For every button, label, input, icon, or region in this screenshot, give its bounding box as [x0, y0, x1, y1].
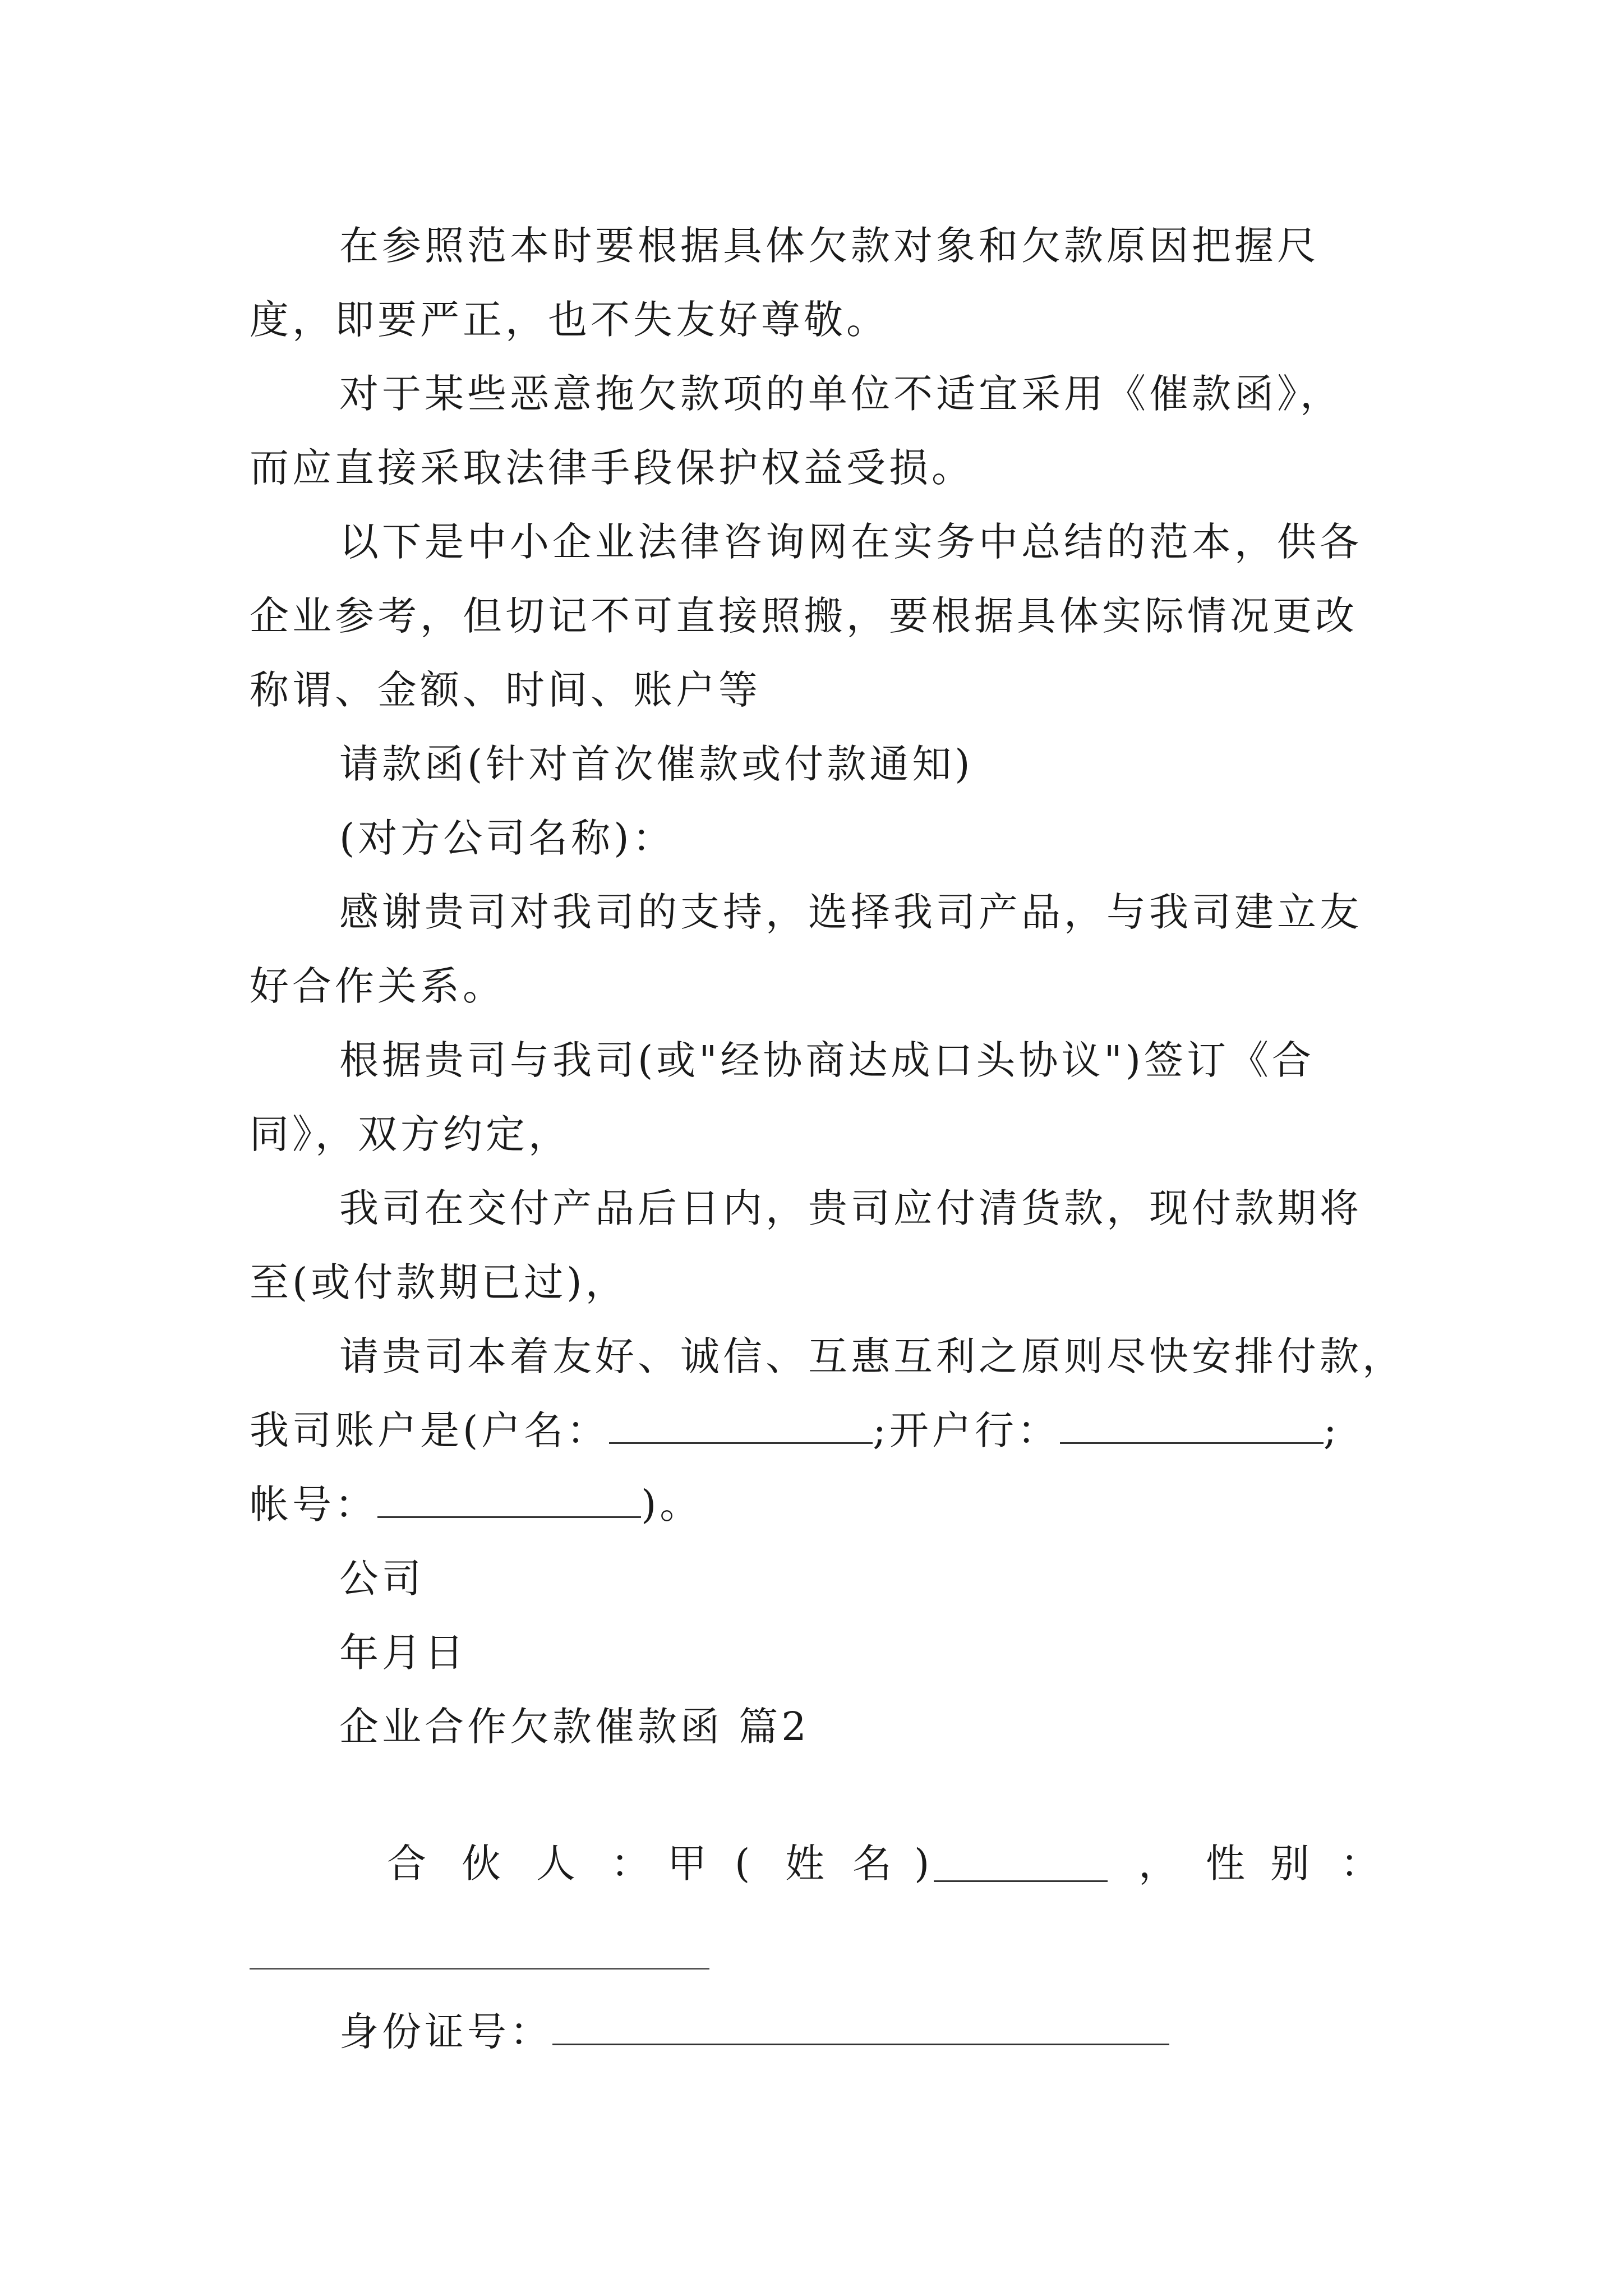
paragraph-line: 好合作关系。	[250, 963, 505, 1009]
paragraph-line: 称谓、金额、时间、账户等	[250, 667, 761, 713]
paragraph-line: 对于某些恶意拖欠款项的单位不适宜采用《催款函》，	[339, 371, 1343, 417]
bank-label: ;开户行：	[873, 1407, 1060, 1453]
id-number-blank	[552, 2009, 1169, 2045]
account-line	[250, 1402, 1388, 1458]
partner-char: )	[914, 1841, 930, 1887]
partner-char: 别	[1270, 1841, 1310, 1887]
gender-blank-line	[250, 1968, 709, 1970]
partner-char: 合	[387, 1841, 426, 1887]
id-number-line	[339, 2004, 1388, 2060]
semicolon: ;	[1323, 1407, 1340, 1453]
partner-char: 性	[1206, 1841, 1245, 1887]
account-name-blank	[609, 1407, 873, 1444]
partner-char: 姓	[785, 1841, 824, 1887]
partner-char: 伙	[462, 1841, 501, 1887]
partner-char: (	[735, 1841, 750, 1887]
paragraph-line: 感谢贵司对我司的支持，选择我司产品，与我司建立友	[339, 889, 1362, 935]
partner-name-blank	[934, 1846, 1108, 1882]
partner-char: 甲	[667, 1841, 707, 1887]
salutation: (对方公司名称)：	[339, 815, 675, 861]
partner-char: ：	[1340, 1841, 1380, 1887]
account-number-line	[250, 1476, 1388, 1533]
date-line: 年月日	[339, 1630, 467, 1676]
partner-char: 名	[852, 1841, 892, 1887]
account-number-blank	[377, 1481, 641, 1518]
bank-blank	[1060, 1407, 1324, 1444]
paragraph-line: 在参照范本时要根据具体欠款对象和欠款原因把握尺	[339, 223, 1320, 269]
closing-paren: )。	[641, 1481, 703, 1527]
account-name-label: 我司账户是(户名：	[250, 1407, 610, 1453]
paragraph-line: 度，即要严正，也不失友好尊敬。	[250, 297, 889, 343]
paragraph-line: 我司在交付产品后日内，贵司应付清货款，现付款期将	[339, 1185, 1362, 1231]
paragraph-line: 以下是中小企业法律咨询网在实务中总结的范本，供各	[339, 519, 1362, 565]
paragraph-line: 请贵司本着友好、诚信、互惠互利之原则尽快安排付款，	[339, 1333, 1405, 1379]
company-signature: 公司	[339, 1556, 425, 1602]
partner-char: ：	[611, 1841, 650, 1887]
partner-char: 人	[536, 1841, 575, 1887]
paragraph-line: 根据贵司与我司(或"经协商达成口头协议")签订《合	[339, 1037, 1315, 1083]
account-number-label: 帐号：	[250, 1481, 377, 1527]
paragraph-line: 至(或付款期已过)，	[250, 1259, 628, 1305]
paragraph-line: 企业参考，但切记不可直接照搬，要根据具体实际情况更改	[250, 593, 1358, 639]
letter-subtitle: 请款函(针对首次催款或付款通知)	[339, 741, 974, 787]
id-label: 身份证号：	[339, 2009, 552, 2055]
partner-char: ，	[1138, 1841, 1178, 1887]
paragraph-line: 而应直接采取法律手段保护权益受损。	[250, 445, 974, 491]
section-heading: 企业合作欠款催款函 篇2	[339, 1704, 810, 1750]
paragraph-line: 同》，双方约定，	[250, 1111, 571, 1157]
